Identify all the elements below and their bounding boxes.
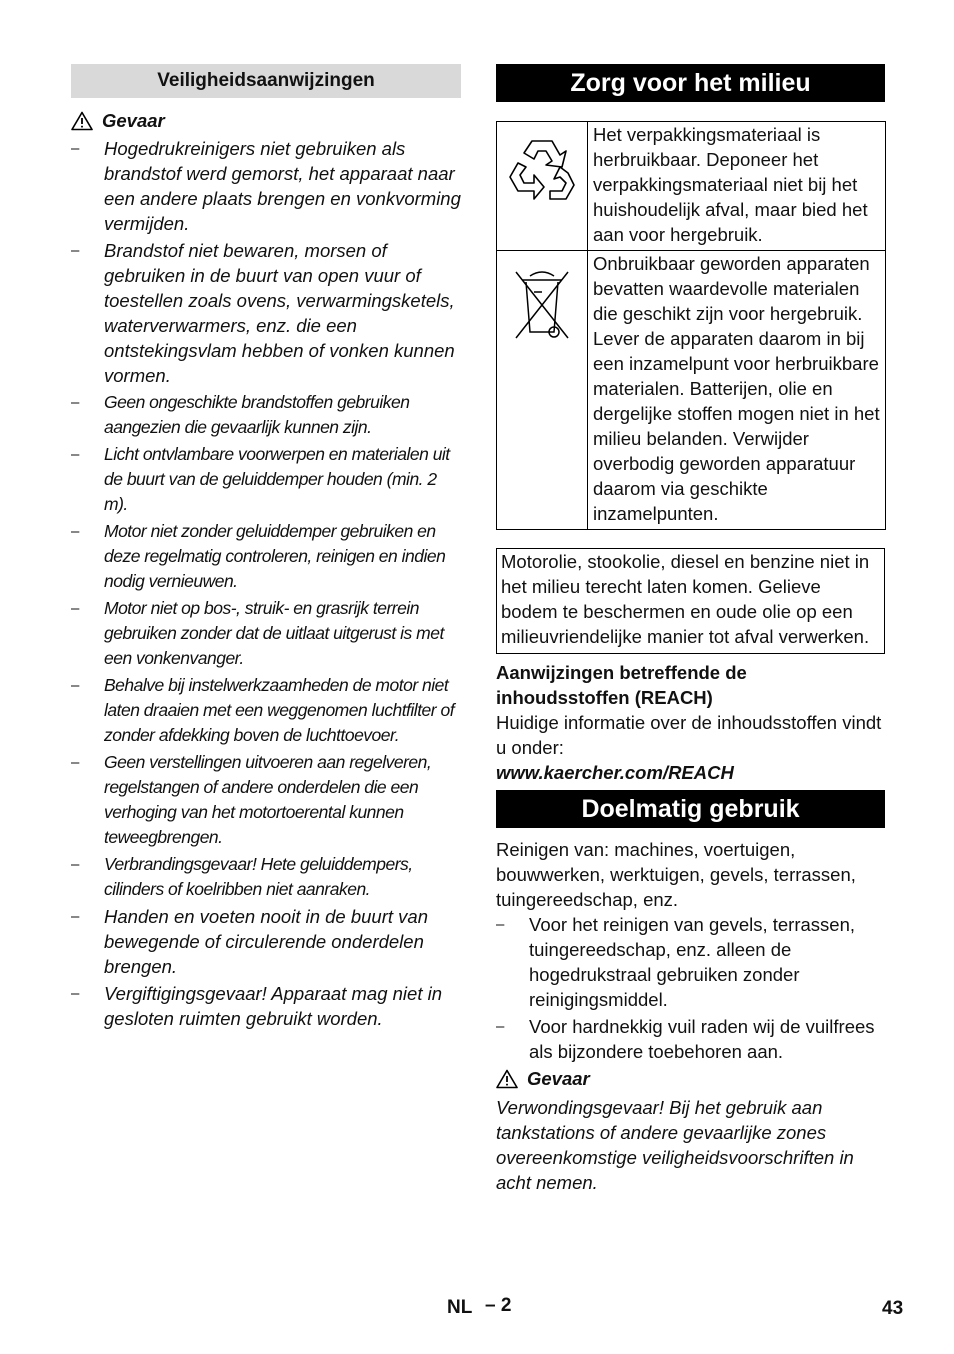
list-item: – Licht ontvlambare voorwerpen en materialen uit de buurt van de geluiddemper houden (min. 2 m). <box>71 442 461 517</box>
table-row <box>497 122 886 251</box>
danger-label: Gevaar <box>527 1068 590 1089</box>
list-item: – Verbrandingsgevaar! Hete geluiddempers, cilinders of koelribben niet aanraken. <box>71 852 461 902</box>
intended-use-heading: Doelmatig gebruik <box>496 790 885 828</box>
safety-list <box>71 136 461 1031</box>
reach-text: Huidige informatie over de inhoudsstoffen vindt u onder: <box>496 712 882 758</box>
table-row <box>497 251 886 530</box>
oil-note: Motorolie, stookolie, diesel en benzine niet in het milieu terecht laten komen. Gelieve bodem te beschermen en oude olie op een milieuvriendelijke manier tot afval verwerken. <box>496 548 885 654</box>
footer-language: NL <box>447 1297 473 1318</box>
right-column <box>496 64 885 1195</box>
danger-label: Gevaar <box>102 110 165 131</box>
environment-table <box>496 121 886 530</box>
reach-heading: Aanwijzingen betreffende de inhoudsstoffen (REACH) <box>496 662 747 708</box>
list-item: – Geen ongeschikte brandstoffen gebruiken aangezien die gevaarlijk kunnen zijn. <box>71 390 461 440</box>
list-item: – Brandstof niet bewaren, morsen of gebruiken in de buurt van open vuur of toestellen zoals ovens, verwarmingsketels, waterverwarmers, enz. die een ontstekingsvlam hebben of vonken kunnen vormen. <box>71 238 461 388</box>
list-item: – Vergiftigingsgevaar! Apparaat mag niet in gesloten ruimten gebruikt worden. <box>71 981 461 1031</box>
left-column <box>71 64 461 1033</box>
reach-link[interactable]: www.kaercher.com/REACH <box>496 762 734 783</box>
list-item: – Voor het reinigen van gevels, terrassen, tuingereedschap, enz. alleen de hogedrukstraal gebruiken zonder reinigingsmiddel. <box>496 912 885 1012</box>
disposal-text: Onbruikbaar geworden apparaten bevatten waardevolle materialen die geschikt zijn voor hergebruik. Lever de apparaten daarom in bij een inzamelpunt voor herbruikbare materialen. Batterijen, olie en dergelijke stoffen mogen niet in het milieu belanden. Verwijder overbodig geworden apparatuur daarom via geschikte inzamelpunten. <box>588 251 886 530</box>
warning-triangle-icon <box>71 111 93 131</box>
recycle-icon-cell <box>497 122 588 251</box>
crossed-bin-icon <box>512 266 572 346</box>
packaging-text: Het verpakkingsmateriaal is herbruikbaar. Deponeer het verpakkingsmateriaal niet bij het huishoudelijk afval, maar bied het aan voor hergebruik. <box>588 122 886 251</box>
danger-warning <box>496 1066 885 1091</box>
list-item: – Motor niet op bos-, struik- en grasrijk terrein gebruiken zonder dat de uitlaat uitgerust is met een vonkenvanger. <box>71 596 461 671</box>
list-item: – Handen en voeten nooit in de buurt van bewegende of circulerende onderdelen brengen. <box>71 904 461 979</box>
danger-warning <box>71 108 461 133</box>
environment-heading: Zorg voor het milieu <box>496 64 885 102</box>
list-item: – Behalve bij instelwerkzaamheden de motor niet laten draaien met een weggenomen luchtfilter of zonder afdekking boven de luchttoevoer. <box>71 673 461 748</box>
list-item: – Hogedrukreinigers niet gebruiken als brandstof werd gemorst, het apparaat naar een andere plaats brengen en vonkvorming vermijden. <box>71 136 461 236</box>
recycle-icon <box>504 133 580 213</box>
list-item: – Voor hardnekkig vuil raden wij de vuilfrees als bijzondere toebehoren aan. <box>496 1014 885 1064</box>
footer-page-number: 43 <box>882 1298 904 1319</box>
intended-use-list <box>496 912 885 1064</box>
warning-triangle-icon <box>496 1069 518 1089</box>
footer-page-marker: – 2 <box>485 1295 512 1316</box>
bin-icon-cell <box>497 251 588 530</box>
list-item: – Motor niet zonder geluiddemper gebruiken en deze regelmatig controleren, reinigen en indien nodig vernieuwen. <box>71 519 461 594</box>
safety-heading: Veiligheidsaanwijzingen <box>71 64 461 98</box>
danger-text: Verwondingsgevaar! Bij het gebruik aan tankstations of andere gevaarlijke zones overeenkomstige veiligheidsvoorschriften in acht nemen. <box>496 1097 854 1193</box>
list-item: – Geen verstellingen uitvoeren aan regelveren, regelstangen of andere onderdelen die een verhoging van het motortoerental kunnen teweegbrengen. <box>71 750 461 850</box>
intended-use-intro: Reinigen van: machines, voertuigen, bouwwerken, werktuigen, gevels, terrassen, tuingereedschap, enz. <box>496 839 856 910</box>
